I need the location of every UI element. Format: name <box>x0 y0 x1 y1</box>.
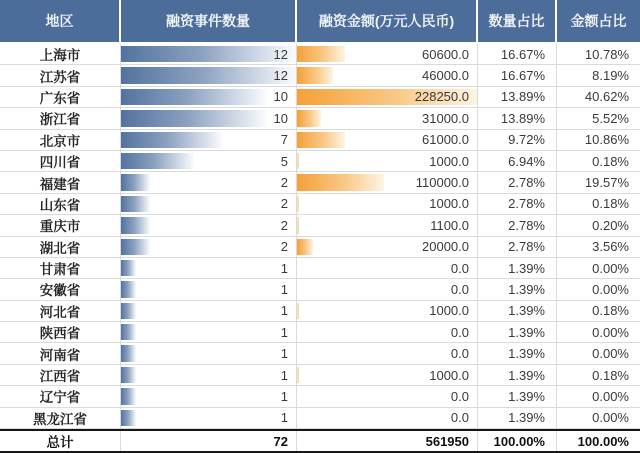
region-cell <box>0 301 121 322</box>
region-cell <box>0 258 121 279</box>
count-value: 10 <box>273 89 288 105</box>
amount-bar <box>297 110 321 126</box>
count-cell <box>121 279 297 300</box>
amount-bar <box>297 153 299 169</box>
region-cell <box>0 87 121 108</box>
count-pct-value: 1.39% <box>508 260 545 276</box>
amount-cell <box>297 301 478 322</box>
count-cell <box>121 258 297 279</box>
amount-cell <box>297 87 478 108</box>
count-value: 1 <box>280 367 288 383</box>
amount-value: 0.0 <box>450 346 469 362</box>
count-bar <box>121 239 150 255</box>
region-label: 广东省 <box>39 90 81 106</box>
count-cell <box>121 386 297 407</box>
count-cell <box>121 87 297 108</box>
count-pct-cell <box>478 130 557 151</box>
amount-pct-cell <box>557 408 640 429</box>
count-value: 7 <box>280 132 288 148</box>
region-cell <box>0 237 121 258</box>
amount-pct-value: 0.00% <box>592 410 629 426</box>
count-pct-value: 13.89% <box>500 89 545 105</box>
count-bar <box>121 67 296 83</box>
table-row <box>0 194 640 215</box>
count-pct-value: 2.78% <box>508 175 545 191</box>
amount-pct-value: 5.52% <box>592 110 629 126</box>
total-row <box>0 429 640 451</box>
table-row <box>0 65 640 86</box>
count-pct-cell <box>478 108 557 129</box>
count-pct-cell <box>478 215 557 236</box>
count-pct-cell <box>478 87 557 108</box>
total-amount-value: 561950 <box>425 433 469 449</box>
header-region: 地区 <box>0 0 121 44</box>
count-value: 10 <box>273 110 288 126</box>
region-cell <box>0 151 121 172</box>
total-count-pct <box>478 431 557 451</box>
amount-pct-value: 0.18% <box>592 153 629 169</box>
table-row <box>0 258 640 279</box>
total-count <box>121 431 297 451</box>
region-cell <box>0 108 121 129</box>
table-row <box>0 279 640 300</box>
count-pct-value: 1.39% <box>508 281 545 297</box>
region-cell <box>0 44 121 65</box>
table-row <box>0 237 640 258</box>
region-cell <box>0 408 121 429</box>
amount-pct-value: 0.18% <box>592 196 629 212</box>
count-bar <box>121 260 136 276</box>
count-pct-cell <box>478 172 557 193</box>
amount-cell <box>297 44 478 65</box>
region-cell <box>0 322 121 343</box>
amount-cell <box>297 322 478 343</box>
amount-pct-value: 0.00% <box>592 388 629 404</box>
count-cell <box>121 130 297 151</box>
amount-pct-cell <box>557 301 640 322</box>
amount-cell <box>297 194 478 215</box>
amount-cell <box>297 215 478 236</box>
header-count-pct: 数量占比 <box>478 0 557 44</box>
amount-cell <box>297 130 478 151</box>
total-amount <box>297 431 478 451</box>
amount-pct-value: 0.00% <box>592 324 629 340</box>
count-value: 2 <box>280 175 288 191</box>
amount-pct-value: 0.20% <box>592 217 629 233</box>
count-pct-cell <box>478 44 557 65</box>
amount-pct-cell <box>557 279 640 300</box>
table-row <box>0 87 640 108</box>
amount-cell <box>297 343 478 364</box>
count-bar <box>121 367 136 383</box>
header-amount-pct: 金额占比 <box>557 0 640 44</box>
table-row <box>0 365 640 386</box>
count-cell <box>121 301 297 322</box>
total-count-pct-value: 100.00% <box>493 433 545 449</box>
count-pct-cell <box>478 301 557 322</box>
region-label: 河南省 <box>39 347 81 363</box>
count-cell <box>121 237 297 258</box>
amount-pct-cell <box>557 194 640 215</box>
amount-bar <box>297 239 313 255</box>
total-amount-pct-value: 100.00% <box>577 433 629 449</box>
amount-cell <box>297 386 478 407</box>
amount-cell <box>297 279 478 300</box>
region-label: 甘肃省 <box>39 262 81 278</box>
amount-pct-cell <box>557 44 640 65</box>
region-cell <box>0 365 121 386</box>
amount-pct-value: 40.62% <box>584 89 629 105</box>
amount-pct-value: 0.00% <box>592 260 629 276</box>
count-pct-cell <box>478 386 557 407</box>
count-bar <box>121 388 136 404</box>
amount-bar <box>297 67 333 83</box>
count-value: 1 <box>280 324 288 340</box>
amount-value: 0.0 <box>450 388 469 404</box>
amount-pct-cell <box>557 172 640 193</box>
amount-bar <box>297 132 345 148</box>
table-body <box>0 44 640 429</box>
count-cell <box>121 172 297 193</box>
amount-pct-cell <box>557 258 640 279</box>
amount-cell <box>297 237 478 258</box>
region-label: 河北省 <box>39 304 81 320</box>
count-bar <box>121 196 150 212</box>
table-row <box>0 322 640 343</box>
region-cell <box>0 65 121 86</box>
amount-pct-cell <box>557 215 640 236</box>
amount-pct-cell <box>557 365 640 386</box>
count-value: 2 <box>280 239 288 255</box>
header-count: 融资事件数量 <box>121 0 297 44</box>
amount-pct-cell <box>557 108 640 129</box>
count-pct-cell <box>478 408 557 429</box>
region-label: 黑龙江省 <box>33 411 87 427</box>
count-value: 1 <box>280 410 288 426</box>
amount-bar <box>297 196 299 212</box>
amount-cell <box>297 258 478 279</box>
count-bar <box>121 46 296 62</box>
amount-value: 1000.0 <box>429 367 469 383</box>
region-cell <box>0 130 121 151</box>
amount-pct-cell <box>557 386 640 407</box>
count-bar <box>121 153 194 169</box>
count-value: 1 <box>280 388 288 404</box>
count-value: 12 <box>273 46 288 62</box>
region-label: 上海市 <box>39 48 81 64</box>
count-pct-cell <box>478 194 557 215</box>
count-bar <box>121 174 150 190</box>
amount-pct-cell <box>557 237 640 258</box>
amount-value: 46000.0 <box>422 68 469 84</box>
amount-cell <box>297 408 478 429</box>
amount-pct-cell <box>557 343 640 364</box>
table-row <box>0 130 640 151</box>
count-pct-value: 1.39% <box>508 303 545 319</box>
count-value: 12 <box>273 68 288 84</box>
header-amount: 融资金额(万元人民币) <box>297 0 478 44</box>
count-bar <box>121 345 136 361</box>
count-pct-cell <box>478 343 557 364</box>
amount-value: 60600.0 <box>422 46 469 62</box>
region-cell <box>0 279 121 300</box>
count-bar <box>121 217 150 233</box>
count-pct-value: 16.67% <box>500 46 545 62</box>
amount-bar <box>297 46 345 62</box>
count-pct-value: 2.78% <box>508 217 545 233</box>
table-row <box>0 386 640 407</box>
region-label: 浙江省 <box>39 112 81 128</box>
amount-cell <box>297 108 478 129</box>
region-label: 福建省 <box>39 176 81 192</box>
region-cell <box>0 172 121 193</box>
amount-pct-cell <box>557 87 640 108</box>
count-value: 5 <box>280 153 288 169</box>
table-row <box>0 301 640 322</box>
amount-pct-cell <box>557 322 640 343</box>
amount-value: 0.0 <box>450 260 469 276</box>
amount-value: 0.0 <box>450 281 469 297</box>
count-pct-value: 2.78% <box>508 196 545 212</box>
count-pct-value: 1.39% <box>508 410 545 426</box>
count-bar <box>121 410 136 426</box>
count-cell <box>121 194 297 215</box>
amount-value: 61000.0 <box>422 132 469 148</box>
total-label: 总计 <box>0 431 121 451</box>
table-row <box>0 343 640 364</box>
count-cell <box>121 408 297 429</box>
region-label: 重庆市 <box>39 219 81 235</box>
count-bar <box>121 89 267 105</box>
count-pct-cell <box>478 151 557 172</box>
count-cell <box>121 44 297 65</box>
table-row <box>0 408 640 429</box>
count-pct-cell <box>478 258 557 279</box>
region-label: 湖北省 <box>39 240 81 256</box>
table-row <box>0 108 640 129</box>
count-cell <box>121 343 297 364</box>
table-row <box>0 151 640 172</box>
count-pct-cell <box>478 279 557 300</box>
amount-value: 0.0 <box>450 324 469 340</box>
amount-pct-value: 8.19% <box>592 68 629 84</box>
count-value: 1 <box>280 260 288 276</box>
amount-value: 228250.0 <box>414 89 469 105</box>
count-pct-cell <box>478 365 557 386</box>
count-pct-value: 1.39% <box>508 367 545 383</box>
count-pct-value: 1.39% <box>508 346 545 362</box>
count-bar <box>121 324 136 340</box>
count-bar <box>121 303 136 319</box>
count-cell <box>121 365 297 386</box>
region-label: 陕西省 <box>39 326 81 342</box>
amount-value: 1000.0 <box>429 303 469 319</box>
amount-pct-value: 19.57% <box>584 175 629 191</box>
amount-value: 20000.0 <box>422 239 469 255</box>
table-row <box>0 215 640 236</box>
table-row <box>0 44 640 65</box>
count-cell <box>121 215 297 236</box>
amount-pct-value: 0.18% <box>592 303 629 319</box>
count-pct-cell <box>478 65 557 86</box>
region-label: 安徽省 <box>39 283 81 299</box>
amount-cell <box>297 365 478 386</box>
amount-value: 31000.0 <box>422 110 469 126</box>
count-value: 2 <box>280 196 288 212</box>
count-bar <box>121 281 136 297</box>
count-bar <box>121 132 223 148</box>
amount-pct-value: 0.00% <box>592 346 629 362</box>
region-cell <box>0 386 121 407</box>
count-pct-value: 13.89% <box>500 110 545 126</box>
region-label: 江苏省 <box>39 69 81 85</box>
amount-pct-cell <box>557 151 640 172</box>
amount-bar <box>297 217 299 233</box>
table-header <box>0 0 640 44</box>
amount-value: 1000.0 <box>429 153 469 169</box>
amount-pct-value: 10.78% <box>584 46 629 62</box>
amount-bar <box>297 303 299 319</box>
region-label: 江西省 <box>39 369 81 385</box>
amount-bar <box>297 174 384 190</box>
total-count-value: 72 <box>273 433 288 449</box>
region-label: 四川省 <box>39 155 81 171</box>
region-cell <box>0 194 121 215</box>
count-cell <box>121 65 297 86</box>
region-cell <box>0 343 121 364</box>
count-cell <box>121 151 297 172</box>
amount-pct-cell <box>557 65 640 86</box>
amount-cell <box>297 65 478 86</box>
count-pct-value: 1.39% <box>508 324 545 340</box>
count-pct-value: 1.39% <box>508 388 545 404</box>
count-pct-value: 2.78% <box>508 239 545 255</box>
count-pct-value: 6.94% <box>508 153 545 169</box>
count-value: 1 <box>280 346 288 362</box>
count-cell <box>121 322 297 343</box>
region-label: 北京市 <box>39 133 81 149</box>
count-pct-cell <box>478 322 557 343</box>
amount-value: 1100.0 <box>430 217 469 233</box>
amount-bar <box>297 367 299 383</box>
count-pct-cell <box>478 237 557 258</box>
count-pct-value: 9.72% <box>508 132 545 148</box>
count-value: 2 <box>280 217 288 233</box>
count-bar <box>121 110 267 126</box>
table-row <box>0 172 640 193</box>
amount-cell <box>297 151 478 172</box>
amount-pct-value: 10.86% <box>584 132 629 148</box>
count-value: 1 <box>280 303 288 319</box>
amount-pct-value: 0.18% <box>592 367 629 383</box>
region-label: 山东省 <box>39 197 81 213</box>
amount-pct-cell <box>557 130 640 151</box>
amount-value: 110000.0 <box>415 175 469 191</box>
count-value: 1 <box>280 281 288 297</box>
count-pct-value: 16.67% <box>500 68 545 84</box>
region-label: 辽宁省 <box>39 390 81 406</box>
amount-value: 0.0 <box>450 410 469 426</box>
region-cell <box>0 215 121 236</box>
amount-value: 1000.0 <box>429 196 469 212</box>
total-amount-pct <box>557 431 640 451</box>
count-cell <box>121 108 297 129</box>
amount-pct-value: 0.00% <box>592 281 629 297</box>
amount-cell <box>297 172 478 193</box>
amount-pct-value: 3.56% <box>592 239 629 255</box>
